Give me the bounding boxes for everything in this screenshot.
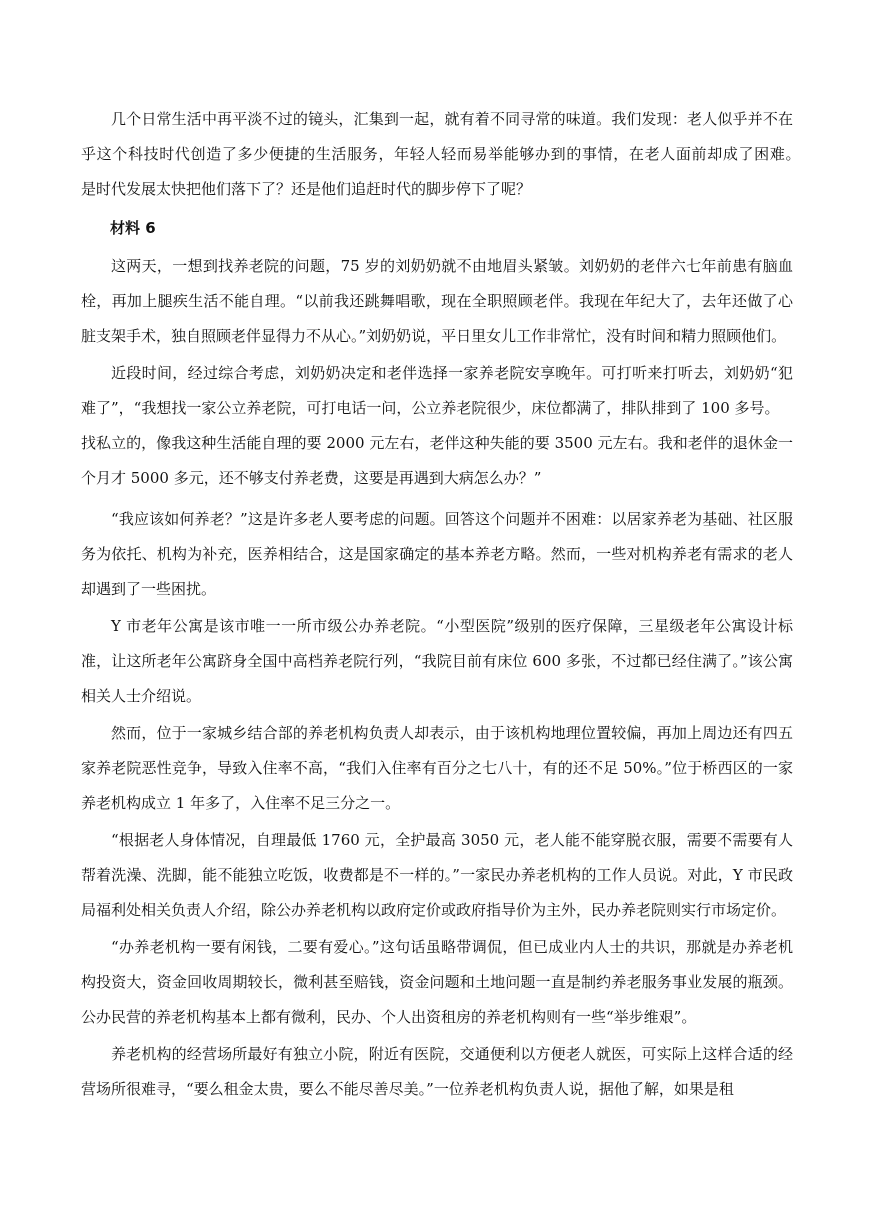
paragraph-3: 找私立的，像我这种生活能自理的要 2000 元左右，老伴这种失能的要 3500 元左右。我和老伴的退休金一个月才 5000 多元，还不够支付养老费，这要是再遇到大病怎么办？” — [81, 434, 793, 487]
intro-paragraph: 几个日常生活中再平淡不过的镜头，汇集到一起，就有着不同寻常的味道。我们发现：老人似乎并不在乎这个科技时代创造了多少便捷的生活服务，年轻人轻而易举能够办到的事情，在老人面前却成了困难。 是时代发展太快把他们落下了？还是他们追赶时代的脚步停下了呢？ — [81, 110, 824, 198]
paragraph-6: 然而，位于一家城乡结合部的养老机构负责人却表示，由于该机构地理位置较偏，再加上周边还有四五家养老院恶性竞争，导致入住率不高，“我们入住率有百分之七八十，有的还不足 50%。”位于桥西区的一家养老机构成立 1 年多了，入住率不足三分之一。 — [81, 724, 793, 812]
document-body — [81, 102, 824, 1107]
paragraph-5: Y 市老年公寓是该市唯一一所市级公办养老院。“小型医院”级别的医疗保障，三星级老年公寓设计标准，让这所老年公寓跻身全国中高档养老院行列，“我院目前有床位 600 多张，不过都已经住满了。”该公寓相关人士介绍说。 — [81, 617, 793, 705]
paragraph-8: “办养老机构一要有闲钱，二要有爱心。”这句话虽略带调侃，但已成业内人士的共识，那就是办养老机构投资大，资金回收周期较长，微利甚至赔钱，资金问题和土地问题一直是制约养老服务事业发展的瓶颈。公办民营的养老机构基本上都有微利，民办、个人出资租房的养老机构则有一些“举步维艰”。 — [81, 938, 793, 1026]
paragraph-7: “根据老人身体情况，自理最低 1760 元，全护最高 3050 元，老人能不能穿脱衣服，需要不需要有人帮着洗澡、洗脚，能不能独立吃饭，收费都是不一样的。”一家民办养老机构的工作人员说。对此，Y 市民政局福利处相关负责人介绍，除公办养老机构以政府定价或政府指导价为主外，民办养老院则实行市场定价。 — [81, 831, 793, 919]
section-heading: 材料 6 — [110, 219, 156, 237]
paragraph-1: 这两天，一想到找养老院的问题，75 岁的刘奶奶就不由地眉头紧皱。刘奶奶的老伴六七年前患有脑血栓，再加上腿疾生活不能自理。“以前我还跳舞唱歌，现在全职照顾老伴。我现在年纪大了，去年还做了心脏支架手术，独自照顾老伴显得力不从心。”刘奶奶说，平日里女儿工作非常忙，没有时间和精力照顾他们。 — [81, 257, 793, 345]
paragraph-9: 养老机构的经营场所最好有独立小院，附近有医院，交通便利以方便老人就医，可实际上这样合适的经营场所很难寻，“要么租金太贵，要么不能尽善尽美。”一位养老机构负责人说，据他了解，如果是租 — [81, 1045, 793, 1098]
paragraph-2: 近段时间，经过综合考虑，刘奶奶决定和老伴选择一家养老院安享晚年。可打听来打听去，刘奶奶“犯难了”，“我想找一家公立养老院，可打电话一问，公立养老院很少，床位都满了，排队排到了 100 多号。 — [81, 364, 793, 417]
paragraph-4: “我应该如何养老？”这是许多老人要考虑的问题。回答这个问题并不困难：以居家养老为基础、社区服务为依托、机构为补充，医养相结合，这是国家确定的基本养老方略。然而，一些对机构养老有需求的老人却遇到了一些困扰。 — [81, 510, 793, 598]
